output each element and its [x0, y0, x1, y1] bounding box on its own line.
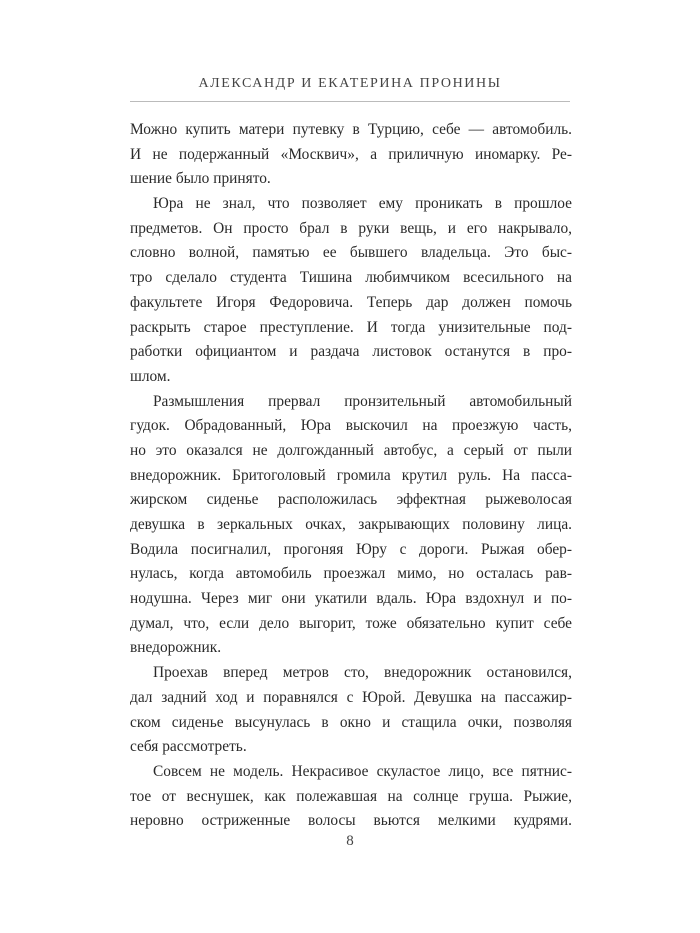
- text-line: Юра не знал, что позволяет ему проникать в прошлое: [153, 195, 572, 213]
- text-line: Можно купить матери путевку в Турцию, себе — автомобиль.: [130, 121, 572, 138]
- text-line: Водила посигналил, прогоняя Юру с дороги. Рыжая обер-: [130, 540, 572, 558]
- text-line: шение было принято.: [130, 170, 271, 188]
- text-line: неровно остриженные волосы вьются мелкими кудрями.: [130, 812, 572, 830]
- text-line: думал, что, если дело выгорит, тоже обязательно купит себе: [130, 614, 572, 632]
- text-line: словно волной, памятью ее бывшего владельца. Это быс-: [130, 244, 572, 262]
- text-line: тое от веснушек, как полежавшая на солнце груша. Рыжие,: [130, 787, 572, 805]
- page-body-text: [130, 118, 572, 834]
- text-line: внедорожник. Бритоголовый громила крутил руль. На пасса-: [130, 466, 572, 484]
- text-line: Совсем не модель. Некрасивое скуластое лицо, все пятнис-: [153, 762, 572, 780]
- text-line: себя рассмотреть.: [130, 738, 247, 756]
- text-line: Проехав вперед метров сто, внедорожник остановился,: [153, 664, 572, 682]
- text-line: И не подержанный «Москвич», а приличную иномарку. Ре-: [130, 145, 572, 163]
- text-line: но это оказался не долгожданный автобус, а серый от пыли: [130, 441, 572, 459]
- header-divider: [130, 101, 570, 102]
- text-line: ском сиденье высунулась в окно и стащила очки, позволяя: [130, 713, 572, 731]
- text-line: предметов. Он просто брал в руки вещь, и его накрывало,: [130, 219, 572, 237]
- text-line: гудок. Обрадованный, Юра выскочил на проезжую часть,: [130, 417, 572, 435]
- text-line: шлом.: [130, 367, 171, 385]
- text-line: нодушна. Через миг они укатили вдаль. Юра вздохнул и по-: [130, 590, 572, 608]
- text-line: внедорожник.: [130, 639, 222, 657]
- text-line: дал задний ход и поравнялся с Юрой. Девушка на пассажир-: [130, 688, 572, 706]
- text-line: работки официантом и раздача листовок останутся в про-: [130, 343, 572, 361]
- text-line: факультете Игоря Федоровича. Теперь дар должен помочь: [130, 293, 572, 311]
- text-line: девушка в зеркальных очках, закрывающих половину лица.: [130, 516, 572, 533]
- text-line: жирском сиденье расположилась эффектная рыжеволосая: [130, 491, 572, 509]
- page-number: 8: [346, 833, 354, 849]
- text-line: тро сделало студента Тишина любимчиком всесильного на: [130, 269, 572, 287]
- running-header: АЛЕКСАНДР И ЕКАТЕРИНА ПРОНИНЫ: [198, 76, 502, 91]
- text-line: нулась, когда автомобиль проезжал мимо, но осталась рав-: [130, 565, 572, 583]
- text-line: раскрыть старое преступление. И тогда унизительные под-: [130, 318, 572, 336]
- text-line: Размышления прервал пронзительный автомобильный: [153, 392, 572, 410]
